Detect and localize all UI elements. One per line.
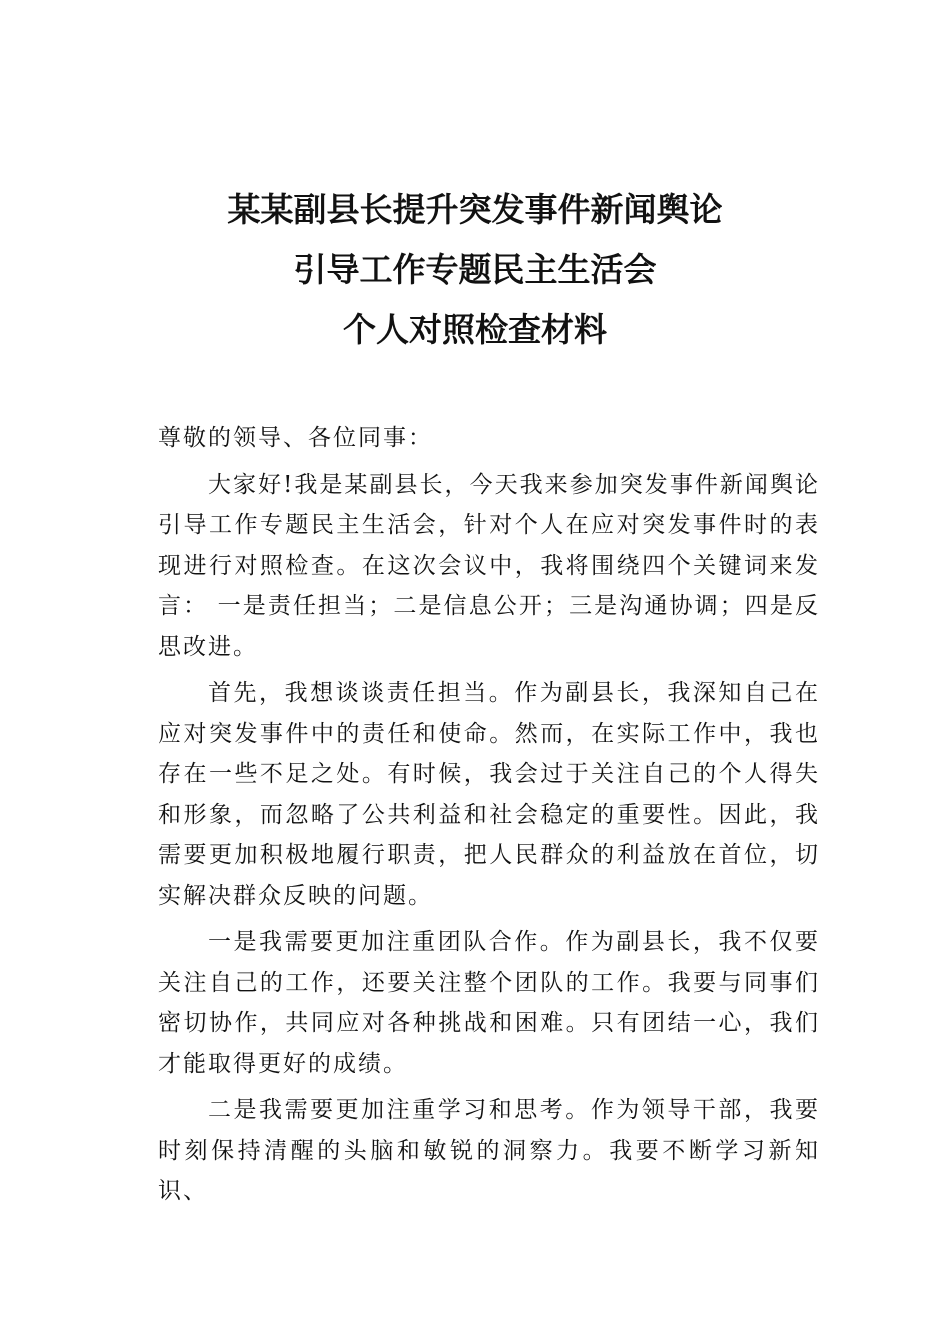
document-title <box>0 180 950 360</box>
title-line-3: 个人对照检查材料 <box>343 310 607 349</box>
title-line-2: 引导工作专题民主生活会 <box>293 250 657 289</box>
paragraph-2: 首先，我想谈谈责任担当。作为副县长，我深知自己在应对突发事件中的责任和使命。然而，在实际工作中，我也存在一些不足之处。有时候，我会过于关注自己的个人得失和形象，而忽略了公共利益和社会稳定的重要性。因此，我需要更加积极地履行职责，把人民群众的利益放在首位，切实解决群众反映的问题。 <box>158 680 820 909</box>
document-body <box>158 418 820 1218</box>
title-line-1: 某某副县长提升突发事件新闻舆论 <box>227 190 723 229</box>
paragraph-4: 二是我需要更加注重学习和思考。作为领导干部，我要时刻保持清醒的头脑和敏锐的洞察力。我要不断学习新知识、 <box>158 1097 820 1204</box>
paragraph-3: 一是我需要更加注重团队合作。作为副县长，我不仅要关注自己的工作，还要关注整个团队的工作。我要与同事们密切协作，共同应对各种挑战和困难。只有团结一心，我们才能取得更好的成绩。 <box>158 929 820 1077</box>
paragraph-1: 大家好!我是某副县长，今天我来参加突发事件新闻舆论引导工作专题民主生活会，针对个人在应对突发事件时的表现进行对照检查。在这次会议中，我将围绕四个关键词来发言： 一是责任担当；二是信息公开；三是沟通协调；四是反思改进。 <box>158 471 820 660</box>
salutation: 尊敬的领导、各位同事： <box>158 425 433 451</box>
